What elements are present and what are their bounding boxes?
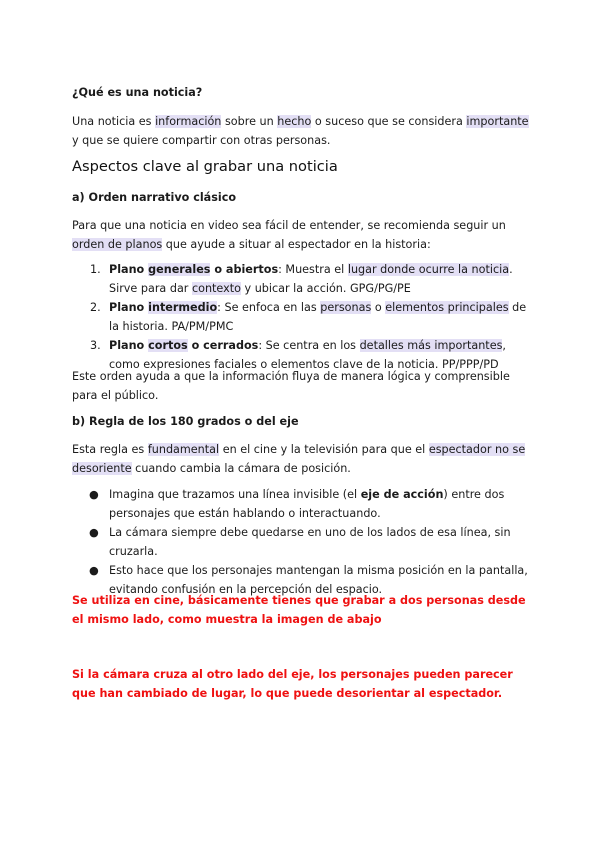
text-run: Esta regla es [72,443,148,456]
text-run: La cámara siempre debe quedarse en uno de los lados de esa línea, sin cruzarla. [109,526,511,558]
text-run: , como expresiones faciales o elementos clave de la noticia. PP/PPP/PD [109,339,506,371]
list-item-text [109,526,511,558]
list-item-text [109,488,504,520]
list-number: 3. [90,339,101,352]
bullet-icon: ● [89,488,99,501]
subheading-a: a) Orden narrativo clásico [72,191,237,204]
paragraph-a [72,216,534,254]
text-run: de la historia. PA/PM/PMC [109,301,527,333]
text-run: o cerrados [187,339,259,352]
list-number: 1. [90,263,101,276]
highlighted-text: personas [320,301,372,314]
list-item [72,523,532,561]
highlighted-text: orden de planos [72,238,163,251]
text-run: eje de acción [360,488,444,501]
list-item-text [109,301,526,333]
text-run: : Muestra el [278,263,348,276]
highlighted-text: importante [466,115,529,128]
list-item-text [109,263,513,295]
text-run: Esto hace que los personajes mantengan la misma posición en la pantalla, evitando confusión en la percepción del espacio. [109,564,528,596]
section-title: Aspectos clave al grabar una noticia [72,158,338,175]
text-run: sobre un [221,115,278,128]
highlighted-text: elementos principales [385,301,509,314]
bullet-icon: ● [89,526,99,539]
bullet-icon: ● [89,564,99,577]
text-run: cuando cambia la cámara de posición. [131,462,351,475]
text-run: Plano [109,263,149,276]
highlighted-text: información [155,115,222,128]
text-run: Plano [109,339,149,352]
flow-paragraph: Este orden ayuda a que la información fluya de manera lógica y comprensible para el público. [72,370,510,402]
text-run: Para que una noticia en video sea fácil de entender, se recomienda seguir un [72,219,506,232]
axis-rule-list [72,485,532,599]
text-run: y que se quiere compartir con otras personas. [72,134,331,147]
text-run: en el cine y la televisión para que el [219,443,429,456]
text-run: o abiertos [210,263,279,276]
text-run: : Se enfoca en las [217,301,321,314]
paragraph-b [72,440,534,478]
red-note-1: Se utiliza en cine, básicamente tienes que grabar a dos personas desde el mismo lado, como muestra la imagen de abajo [72,594,526,626]
question-title: ¿Qué es una noticia? [72,86,203,99]
text-run: Una noticia es [72,115,156,128]
text-run: ) entre dos personajes que están hablando o interactuando. [109,488,505,520]
highlighted-text: espectador no se desoriente [72,443,526,475]
red-note-2: Si la cámara cruza al otro lado del eje, los personajes pueden parecer que han cambiado de lugar, lo que puede desorientar al espectador. [72,668,513,700]
text-run: o suceso que se considera [311,115,467,128]
text-run: que ayude a situar al espectador en la historia: [162,238,431,251]
list-item [72,298,532,336]
highlighted-text: hecho [277,115,312,128]
highlighted-text: detalles más importantes [359,339,503,352]
shot-order-list [72,260,532,374]
text-run: o [371,301,386,314]
highlighted-text: cortos [148,339,188,352]
text-run: y ubicar la acción. GPG/PG/PE [240,282,411,295]
text-run: Plano [109,301,149,314]
subheading-b: b) Regla de los 180 grados o del eje [72,415,299,428]
text-run: : Se centra en los [258,339,360,352]
highlighted-text: generales [148,263,211,276]
list-item [72,485,532,523]
highlighted-text: contexto [191,282,241,295]
text-run: . Sirve para dar [109,263,513,295]
highlighted-text: lugar donde ocurre la noticia [347,263,510,276]
text-run: Imagina que trazamos una línea invisible (el [109,488,361,501]
list-number: 2. [90,301,101,314]
intro-paragraph [72,112,534,150]
highlighted-text: fundamental [147,443,220,456]
list-item [72,260,532,298]
highlighted-text: intermedio [148,301,218,314]
